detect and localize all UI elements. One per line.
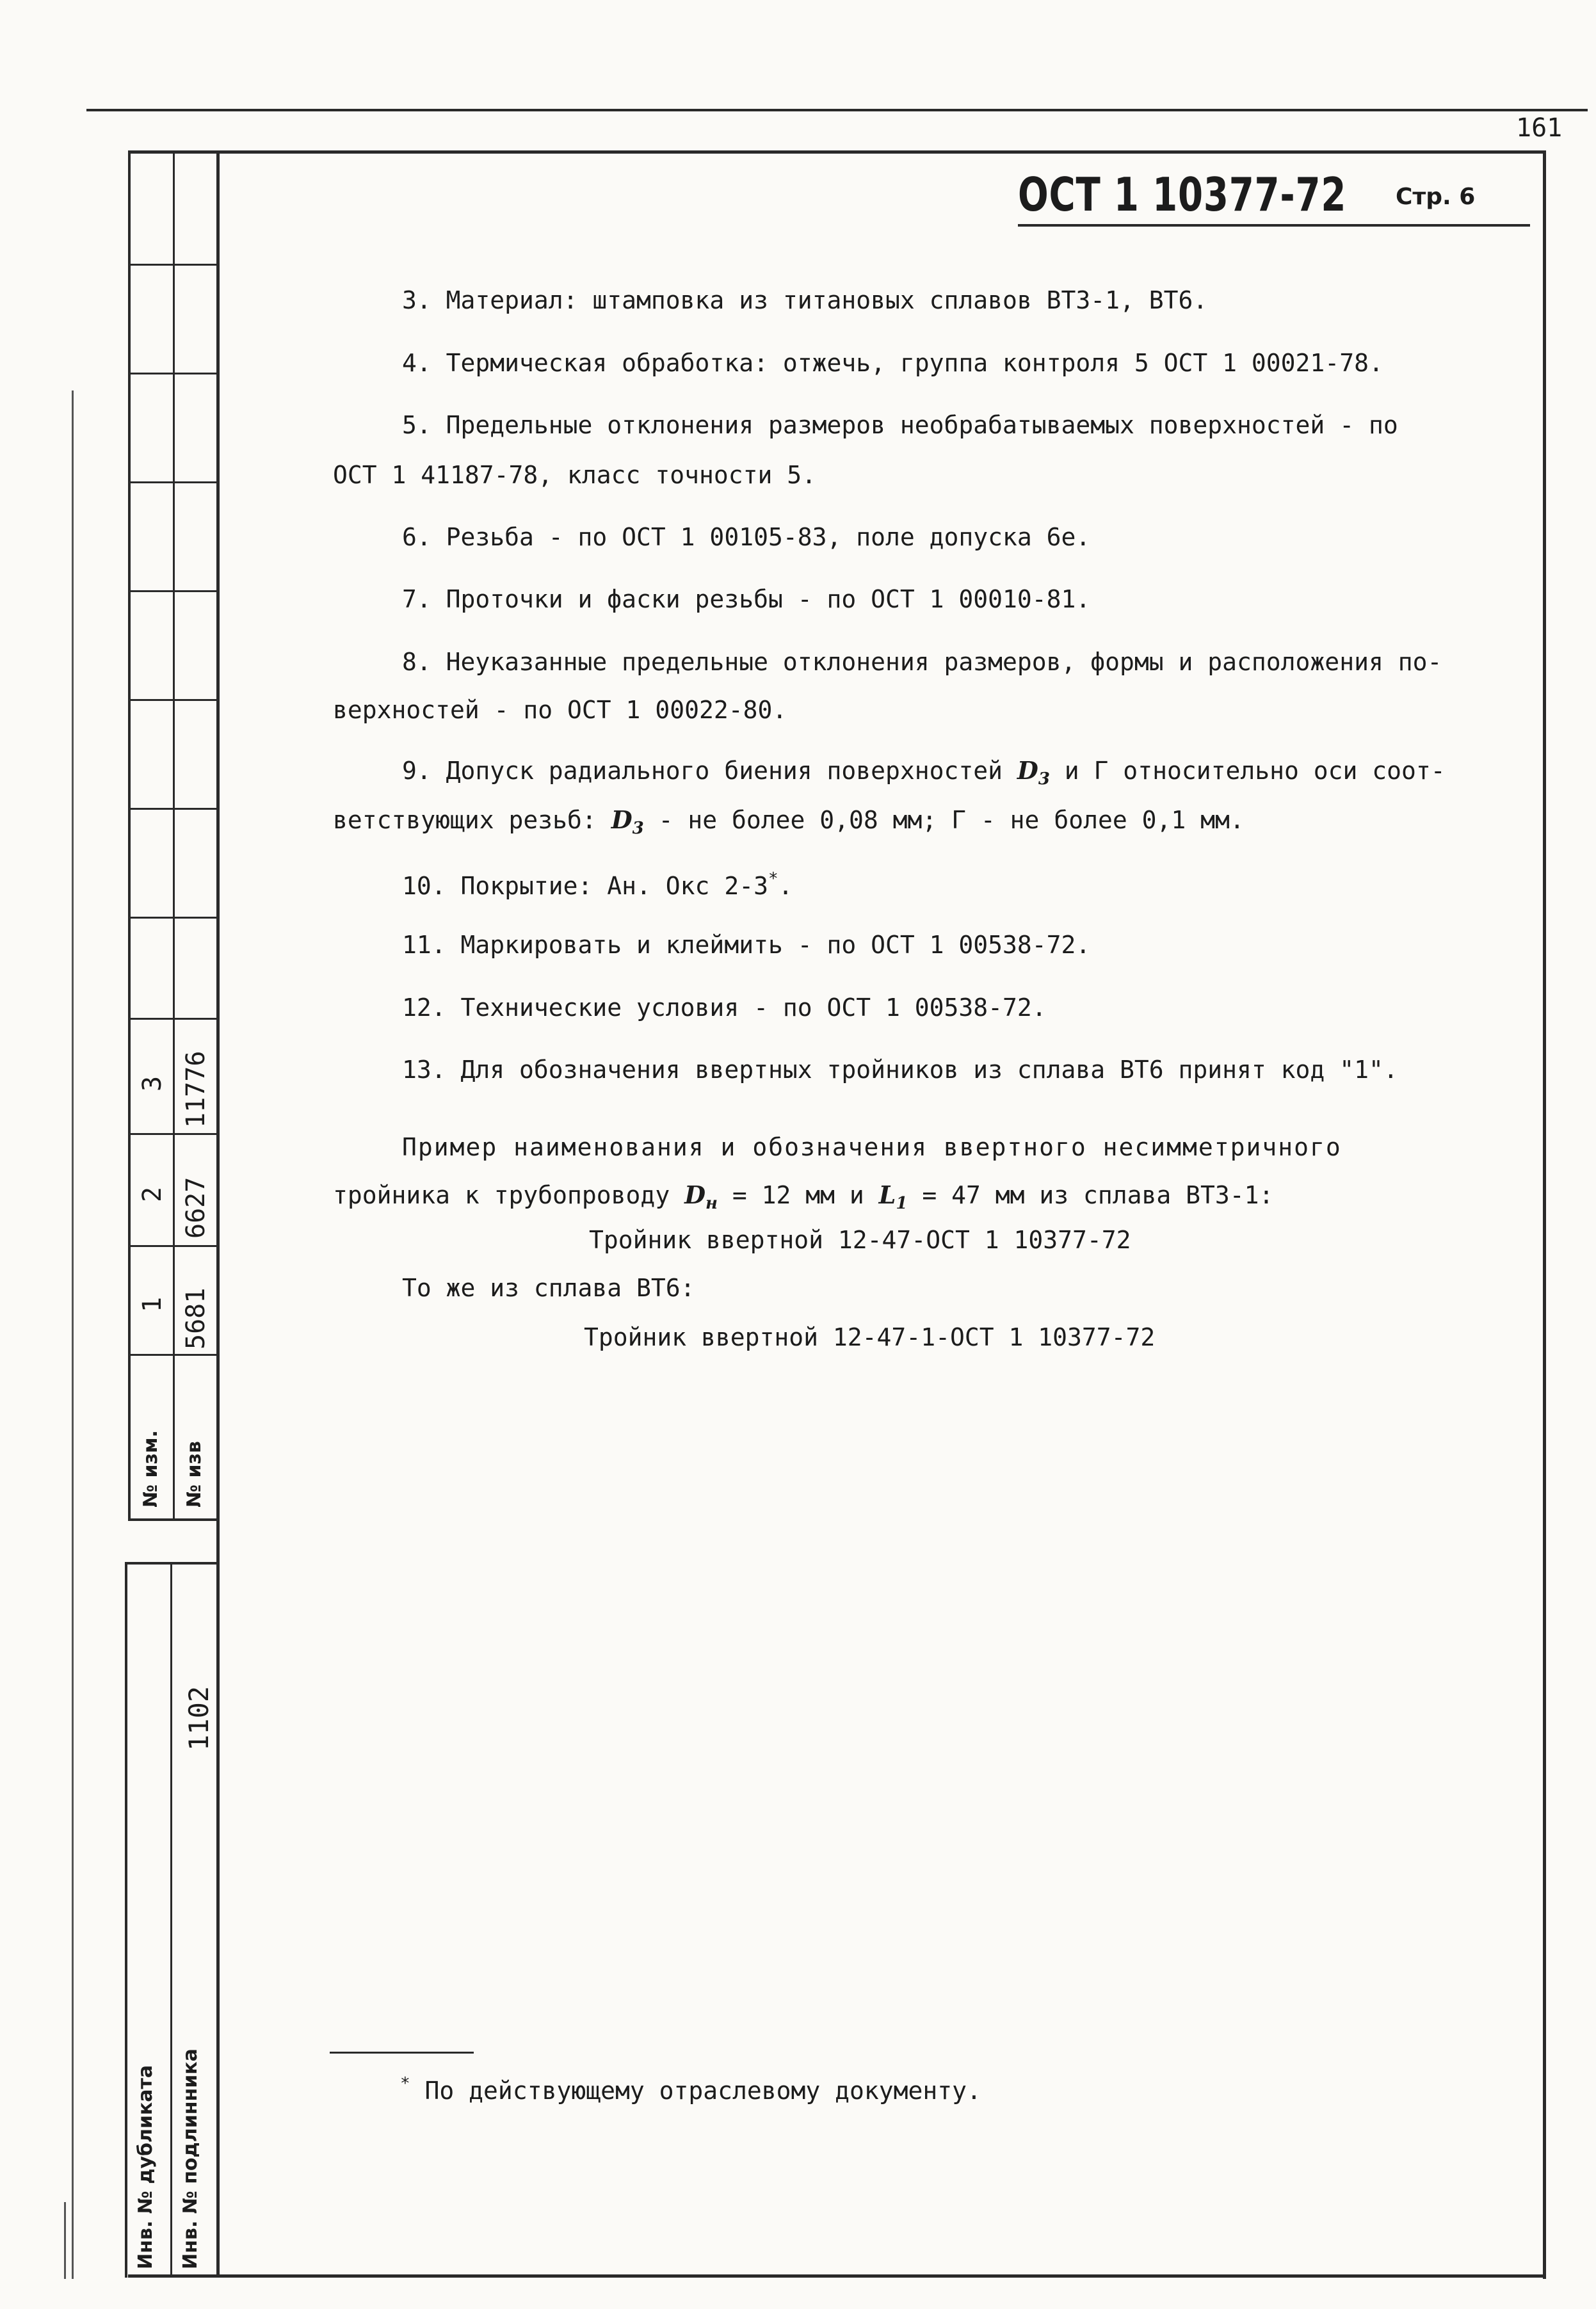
inv-podl-label: Инв. № подлинника — [179, 2048, 202, 2269]
frame-bottom — [128, 2274, 1546, 2278]
side-row-line — [128, 264, 218, 266]
outer-margin-line-2 — [64, 2202, 66, 2279]
side-row-line — [128, 699, 218, 701]
item-9-line-2: ветствующих резьб: $D_3$ - не более 0,08 мм; Г - не более 0,1 мм. — [333, 805, 1245, 838]
item-10: 10. Покрытие: Ан. Окс 2-3*. — [402, 869, 793, 900]
izm-label: № изм. — [140, 1430, 162, 1508]
side-row-line — [128, 1133, 218, 1135]
outer-margin-line — [72, 390, 74, 2279]
item-5-line-2: ОСТ 1 41187-78, класс точности 5. — [333, 461, 816, 489]
inv-podl-value: 1102 — [183, 1685, 214, 1751]
page-number: 161 — [1516, 113, 1563, 143]
izv-11776: 11776 — [181, 1050, 211, 1128]
frame-right — [1543, 150, 1546, 2279]
item-11: 11. Маркировать и клеймить - по ОСТ 1 00538-72. — [402, 931, 1091, 959]
side-row-line — [128, 1018, 218, 1020]
item-6: 6. Резьба - по ОСТ 1 00105-83, поле допуска 6е. — [402, 523, 1091, 551]
izm-2: 2 — [138, 1186, 167, 1202]
doc-code: ОСТ 1 10377-72 — [1018, 168, 1347, 221]
izv-5681: 5681 — [181, 1287, 211, 1349]
item-5-line-1: 5. Предельные отклонения размеров необрабатываемых поверхностей - по — [402, 411, 1398, 439]
side-row-line — [128, 1245, 218, 1247]
side-col-mid — [173, 150, 175, 1520]
izv-label: № изв — [183, 1441, 206, 1508]
frame-left — [216, 150, 220, 2278]
example-line-1: Пример наименования и обозначения ввертного несимметричного — [402, 1133, 1342, 1161]
top-rule — [86, 109, 1588, 111]
side-col-left — [128, 150, 131, 1520]
izm-3: 3 — [138, 1075, 167, 1091]
item-7: 7. Проточки и фаски резьбы - по ОСТ 1 00010-81. — [402, 585, 1091, 613]
example-line-2: тройника к трубопроводу $D_н = 12$ мм и $L_1 = 47$ мм из сплава ВТ3-1: — [333, 1180, 1274, 1213]
inv-block-left — [125, 1562, 127, 2278]
item-4: 4. Термическая обработка: отжечь, группа контроля 5 ОСТ 1 00021-78. — [402, 349, 1383, 377]
item-8-line-2: верхностей - по ОСТ 1 00022-80. — [333, 696, 787, 724]
item-9-line-1: 9. Допуск радиального биения поверхностей $D_3$ и Г относительно оси соот- — [402, 756, 1446, 789]
footnote-rule — [330, 2052, 474, 2054]
izm-1: 1 — [138, 1296, 167, 1312]
example-designation-2: Тройник ввертной 12-47-1-ОСТ 1 10377-72 — [584, 1323, 1156, 1351]
frame-top — [128, 150, 1546, 154]
footnote: * По действующему отраслевому документу. — [400, 2074, 981, 2105]
izv-6627: 6627 — [181, 1177, 211, 1239]
side-row-line — [128, 373, 218, 374]
page-label: Стр. 6 — [1396, 184, 1476, 210]
side-row-line — [128, 808, 218, 810]
item-13: 13. Для обозначения ввертных тройников из сплава ВТ6 принят код "1". — [402, 1056, 1398, 1084]
item-8-line-1: 8. Неуказанные предельные отклонения размеров, формы и расположения по- — [402, 648, 1442, 676]
example-designation-1: Тройник ввертной 12-47-ОСТ 1 10377-72 — [589, 1226, 1131, 1254]
side-row-line — [128, 590, 218, 592]
inv-block-mid — [170, 1562, 172, 2278]
doc-code-underline — [1018, 224, 1530, 227]
item-3: 3. Материал: штамповка из титановых сплавов ВТ3-1, ВТ6. — [402, 286, 1208, 314]
inv-dub-label: Инв. № дубликата — [134, 2064, 157, 2269]
side-row-line — [128, 917, 218, 919]
side-row-line — [128, 1518, 218, 1521]
example-line-4: То же из сплава ВТ6: — [402, 1274, 695, 1302]
side-row-line — [128, 1354, 218, 1356]
item-12: 12. Технические условия - по ОСТ 1 00538-72. — [402, 994, 1047, 1022]
side-row-line — [128, 481, 218, 483]
